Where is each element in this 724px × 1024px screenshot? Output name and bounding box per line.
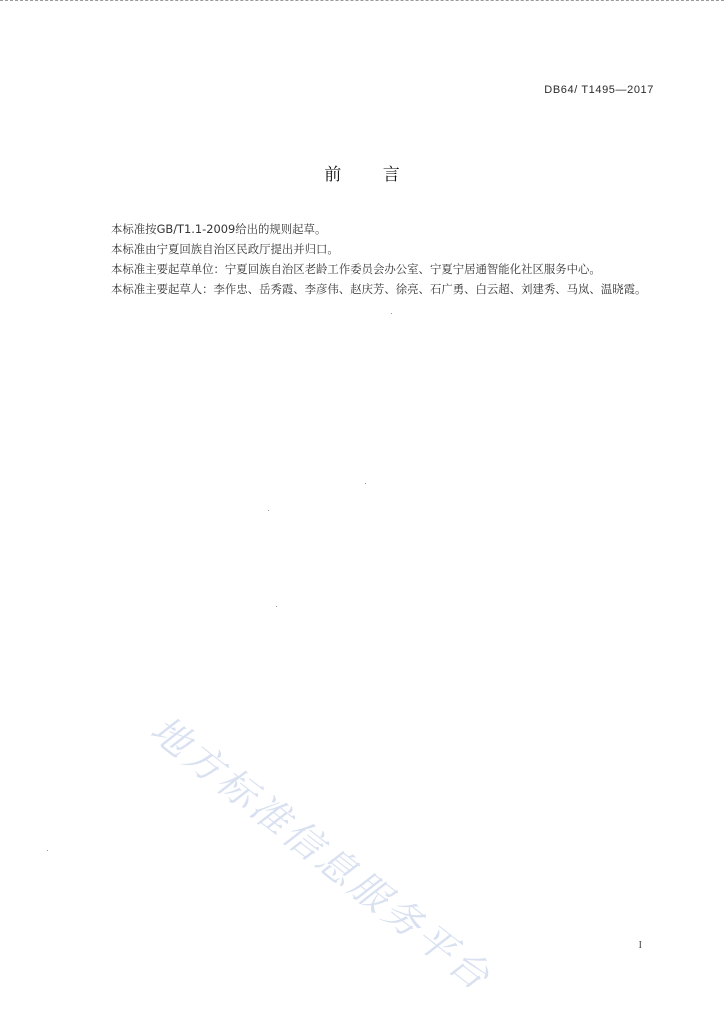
foreword-body bbox=[88, 219, 660, 299]
paragraph-drafting-units: 本标准主要起草单位：宁夏回族自治区老龄工作委员会办公室、宁夏宁居通智能化社区服务中心。 bbox=[111, 262, 601, 276]
scan-speck bbox=[276, 606, 277, 607]
page-number: I bbox=[638, 940, 642, 951]
scan-speck bbox=[391, 313, 392, 314]
watermark: 地方标准信息服务平台 bbox=[142, 707, 501, 1001]
page-title: 前 言 bbox=[324, 165, 418, 185]
paragraph-drafting-rules: 本标准按GB/T1.1-2009给出的规则起草。 bbox=[111, 222, 327, 236]
scan-speck bbox=[47, 850, 48, 851]
scan-speck bbox=[365, 483, 366, 484]
top-border-line bbox=[0, 0, 724, 3]
standard-code: DB64/ T1495—2017 bbox=[544, 84, 654, 96]
scan-speck bbox=[268, 510, 269, 511]
paragraph-proposer: 本标准由宁夏回族自治区民政厅提出并归口。 bbox=[111, 242, 339, 256]
paragraph-drafters: 本标准主要起草人：李作忠、岳秀霞、李彦伟、赵庆芳、徐亮、石广勇、白云超、刘建秀、马岚、温晓霞。 bbox=[111, 282, 647, 296]
